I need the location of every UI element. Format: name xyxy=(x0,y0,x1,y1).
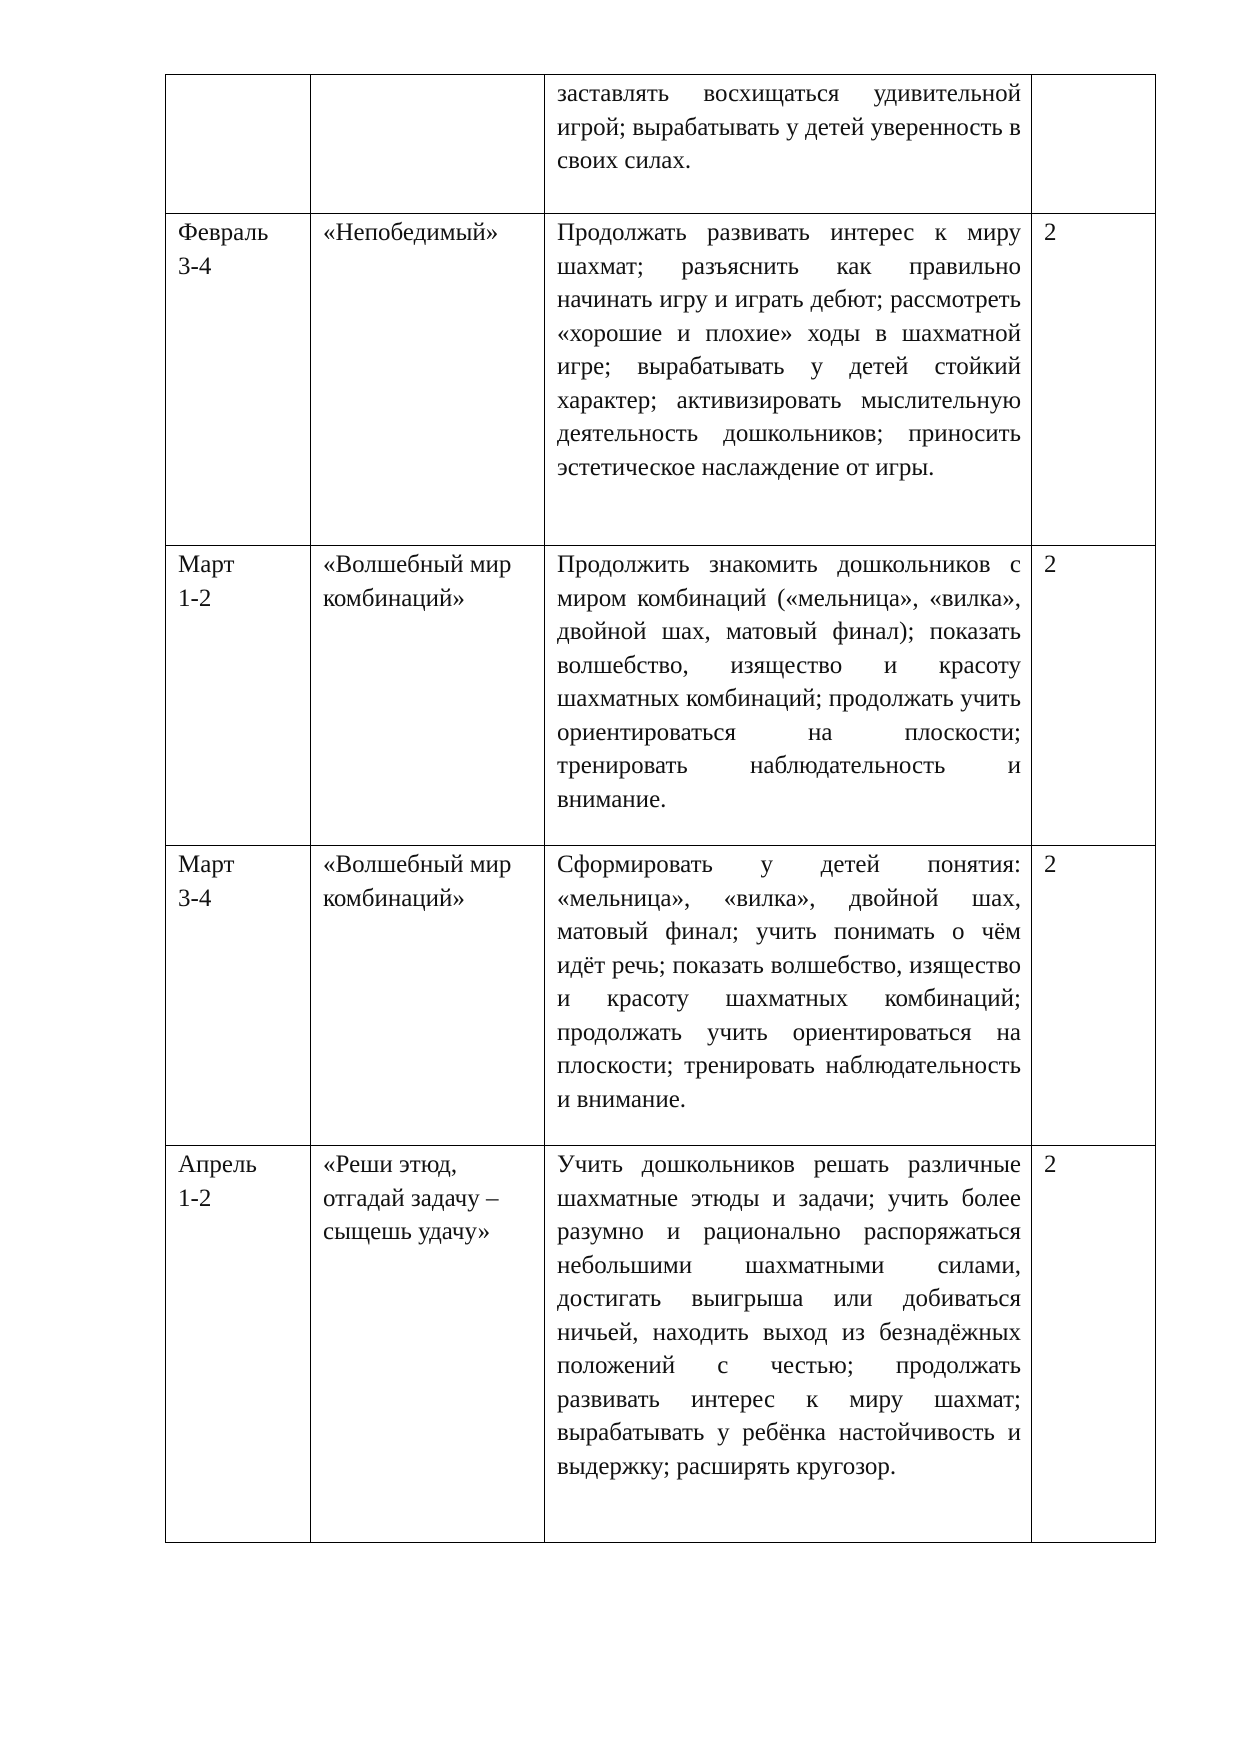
week-label: 1-2 xyxy=(178,1184,212,1212)
description-cell: Продолжать развивать интерес к миру шахмат; разъяснить как правильно начинать игру и играть дебют; рассмотреть «хорошие и плохие» ходы в шахматной игре; вырабатывать у детей стойкий характер; активизировать мыслительную деятельность дошкольников; приносить эстетическое наслаждение от игры. xyxy=(545,214,1032,546)
hours-cell: 2 xyxy=(1032,214,1156,546)
table-row xyxy=(166,1146,1156,1543)
month-cell xyxy=(166,75,311,214)
description-cell: Сформировать у детей понятия: «мельница», «вилка», двойной шах, матовый финал; учить понимать о чём идёт речь; показать волшебство, изящество и красоту шахматных комбинаций; продолжать учить ориентироваться на плоскости; тренировать наблюдательность и внимание. xyxy=(545,846,1032,1146)
hours-cell: 2 xyxy=(1032,1146,1156,1543)
description-cell: Учить дошкольников решать различные шахматные этюды и задачи; учить более разумно и рационально распоряжаться небольшими шахматными силами, достигать выигрыша или добиваться ничьей, находить выход из безнадёжных положений с честью; продолжать развивать интерес к миру шахмат; вырабатывать у ребёнка настойчивость и выдержку; расширять кругозор. xyxy=(545,1146,1032,1543)
topic-cell: «Волшебный мир комбинаций» xyxy=(311,546,545,846)
hours-cell xyxy=(1032,75,1156,214)
lesson-plan-table xyxy=(165,74,1156,1543)
table-row xyxy=(166,846,1156,1146)
hours-cell: 2 xyxy=(1032,846,1156,1146)
table-row xyxy=(166,75,1156,214)
week-label: 1-2 xyxy=(178,584,212,612)
topic-cell: «Волшебный мир комбинаций» xyxy=(311,846,545,1146)
table-row xyxy=(166,214,1156,546)
table-row xyxy=(166,546,1156,846)
month-label: Март xyxy=(178,851,235,878)
description-cell: заставлять восхищаться удивительной игрой; вырабатывать у детей уверенность в своих силах. xyxy=(545,75,1032,214)
topic-cell: «Реши этюд, отгадай задачу – сыщешь удачу» xyxy=(311,1146,545,1543)
week-label: 3-4 xyxy=(178,252,212,280)
topic-cell xyxy=(311,75,545,214)
topic-cell: «Непобедимый» xyxy=(311,214,545,546)
month-label: Февраль xyxy=(178,219,269,246)
month-cell xyxy=(166,1146,311,1543)
month-label: Март xyxy=(178,551,235,578)
month-cell xyxy=(166,214,311,546)
month-label: Апрель xyxy=(178,1151,257,1178)
week-label: 3-4 xyxy=(178,884,212,912)
month-cell xyxy=(166,546,311,846)
hours-cell: 2 xyxy=(1032,546,1156,846)
month-cell xyxy=(166,846,311,1146)
description-cell: Продолжить знакомить дошкольников с миром комбинаций («мельница», «вилка», двойной шах, матовый финал); показать волшебство, изящество и красоту шахматных комбинаций; продолжать учить ориентироваться на плоскости; тренировать наблюдательность и внимание. xyxy=(545,546,1032,846)
